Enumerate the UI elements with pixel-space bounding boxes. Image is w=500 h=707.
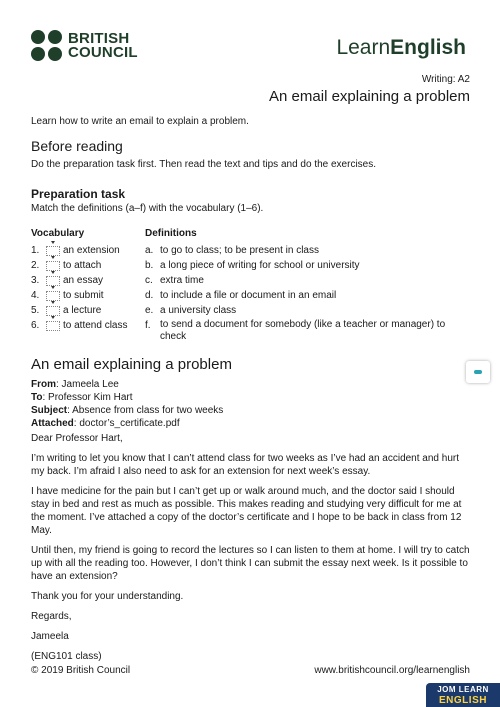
- email-paragraph: Thank you for your understanding.: [31, 591, 184, 602]
- item-number: 6.: [31, 320, 40, 331]
- email-header-fields: [31, 378, 223, 430]
- before-reading-heading: Before reading: [31, 138, 123, 154]
- definition-letter: f.: [145, 320, 151, 331]
- vocab-word: an essay: [63, 275, 104, 286]
- vocab-word: to attach: [63, 260, 102, 271]
- email-paragraph: I’m writing to let you know that I can’t attend class for two weeks as I’ve had an accident and hurt my back. I’m afraid I also need to ask for an extension for next week’s essay.: [31, 453, 459, 477]
- definition-text: extra time: [160, 275, 204, 286]
- definition-text: a long piece of writing for school or university: [160, 260, 360, 271]
- email-heading: An email explaining a problem: [31, 356, 232, 373]
- item-number: 3.: [31, 275, 40, 286]
- email-closing: Regards,: [31, 611, 72, 622]
- british-council-logo: [31, 30, 138, 61]
- vocabulary-column-header: Vocabulary: [31, 228, 85, 239]
- email-subject: [31, 404, 223, 417]
- badge-line1: JOM LEARN: [437, 685, 489, 694]
- definition-text: to go to class; to be present in class: [160, 245, 319, 256]
- bc-logo-line2: COUNCIL: [68, 43, 138, 61]
- email-paragraph: I have medicine for the pain but I can’t get up or walk around much, and the doctor said I should stay in bed and rest as much as possible. This makes reading and studying very difficult for me at the moment. I’ve attached a copy of the doctor’s certificate and I hope to be back in class from 12 May.: [31, 486, 462, 536]
- table-row: [31, 318, 471, 346]
- definition-letter: b.: [145, 260, 154, 271]
- item-number: 5.: [31, 305, 40, 316]
- email-paragraph: Until then, my friend is going to record the lectures so I can listen to them at home. I will try to catch up with all the reading too. However, I don’t think I can submit the essay next week. Is it possible to have an extension?: [31, 545, 470, 582]
- from-value: : Jameela Lee: [56, 379, 119, 390]
- table-header: [31, 228, 471, 243]
- learnenglish-logo: [336, 36, 466, 60]
- definition-letter: c.: [145, 275, 153, 286]
- definition-text: a university class: [160, 305, 237, 316]
- email-from: [31, 378, 223, 391]
- definition-letter: e.: [145, 305, 154, 316]
- preparation-heading: Preparation task: [31, 187, 126, 201]
- vocab-word: to submit: [63, 290, 104, 301]
- subject-label: Subject: [31, 405, 68, 416]
- definitions-column-header: Definitions: [145, 228, 197, 239]
- email-signature-name: Jameela: [31, 631, 69, 642]
- attached-label: Attached: [31, 418, 74, 429]
- email-to: [31, 391, 223, 404]
- side-toggle-button[interactable]: [466, 361, 490, 383]
- item-number: 1.: [31, 245, 40, 256]
- answer-dropdown[interactable]: [46, 291, 60, 301]
- table-row: [31, 243, 471, 258]
- le-logo-light: Learn: [336, 36, 391, 59]
- email-attachment: [31, 417, 223, 430]
- subject-value: : Absence from class for two weeks: [67, 405, 224, 416]
- le-logo-bold: English: [390, 36, 466, 59]
- vocabulary-matching-table: [31, 228, 471, 346]
- vocab-word: an extension: [63, 245, 120, 256]
- table-row: [31, 273, 471, 288]
- before-reading-text: Do the preparation task first. Then read the text and tips and do the exercises.: [31, 159, 377, 170]
- to-label: To: [31, 392, 43, 403]
- answer-dropdown[interactable]: [46, 246, 60, 256]
- definition-letter: a.: [145, 245, 154, 256]
- from-label: From: [31, 379, 56, 390]
- definition-text: to send a document for somebody (like a teacher or manager) to check: [160, 319, 446, 342]
- to-value: : Professor Kim Hart: [42, 392, 133, 403]
- item-number: 4.: [31, 290, 40, 301]
- answer-dropdown[interactable]: [46, 261, 60, 271]
- answer-dropdown[interactable]: [46, 276, 60, 286]
- definition-text: to include a file or document in an email: [160, 290, 337, 301]
- badge-line2: ENGLISH: [439, 695, 487, 706]
- bc-logo-line1: BRITISH: [68, 29, 130, 47]
- email-signature-class: (ENG101 class): [31, 651, 102, 662]
- item-number: 2.: [31, 260, 40, 271]
- email-greeting: Dear Professor Hart,: [31, 433, 123, 444]
- table-row: [31, 303, 471, 318]
- definition-letter: d.: [145, 290, 154, 301]
- preparation-instruction: Match the definitions (a–f) with the vocabulary (1–6).: [31, 203, 264, 214]
- british-council-dots-icon: [31, 30, 62, 61]
- table-row: [31, 258, 471, 273]
- jom-learn-english-badge: [426, 683, 500, 707]
- attached-value: : doctor’s_certificate.pdf: [73, 418, 180, 429]
- footer-copyright: © 2019 British Council: [31, 665, 131, 676]
- email-body: [31, 432, 471, 670]
- intro-text: Learn how to write an email to explain a problem.: [31, 116, 249, 127]
- answer-dropdown[interactable]: [46, 306, 60, 316]
- answer-dropdown[interactable]: [46, 321, 60, 331]
- table-row: [31, 288, 471, 303]
- vocab-word: to attend class: [63, 320, 128, 331]
- footer-url[interactable]: www.britishcouncil.org/learnenglish: [314, 665, 470, 676]
- worksheet-title: An email explaining a problem: [269, 88, 470, 105]
- worksheet-level: Writing: A2: [421, 74, 470, 85]
- vocab-word: a lecture: [63, 305, 102, 316]
